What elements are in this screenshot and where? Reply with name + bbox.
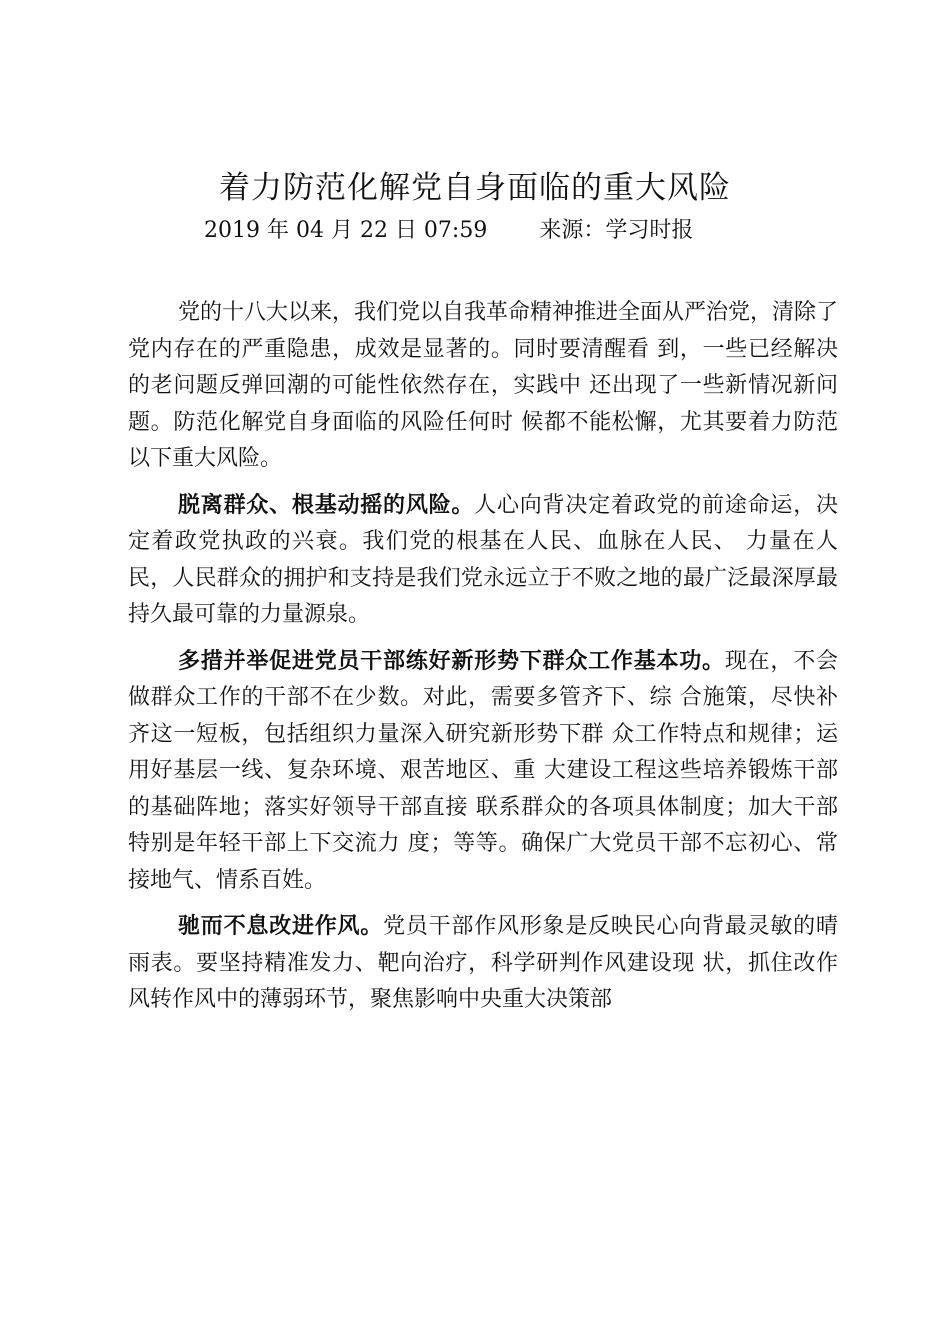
- paragraph-risk-detachment: [128, 488, 838, 634]
- paragraph-lead: 驰而不息改进作风。: [178, 914, 384, 939]
- paragraph-lead: 脱离群众、根基动摇的风险。: [178, 492, 475, 518]
- publish-date: 2019 年 04 月 22 日 07:59: [204, 218, 488, 243]
- paragraph-intro: [128, 295, 838, 478]
- paragraph-text: 党的十八大以来，我们党以自我革命精神推进全面从严治党，清除了党内存在的严重隐患，成效是显著的。同时要清醒看 到，一些已经解决的老问题反弹回潮的可能性依然存在，实践中 还出现了一些新情况新问题。防范化解党自身面临的风险任何时 候都不能松懈，尤其要着力防范以下重大风险。: [128, 300, 839, 471]
- article-title: 着力防范化解党自身面临的重大风险: [219, 170, 731, 206]
- paragraph-lead: 多措并举促进党员干部练好新形势下群众工作基本功。: [178, 648, 725, 674]
- article-body: [128, 295, 838, 1029]
- paragraph-text: 人心向背决定着政党的前途命运，决定着政党执政的兴衰。我们党的根基在人民、血脉在人民、 力量在人民，人民群众的拥护和支持是我们党永远立于不败之地的最广泛最深厚最持久最可靠的力量源泉。: [128, 492, 838, 627]
- paragraph-text: 党员干部作风形象是反映民心向背最灵敏的晴雨表。要坚持精准发力、靶向治疗，科学研判作风建设现 状，抓住改作风转作风中的薄弱环节，聚焦影响中央重大决策部: [128, 914, 838, 1012]
- article-meta: [204, 214, 804, 248]
- article-source: 来源：学习时报: [539, 218, 694, 243]
- paragraph-text: 现在，不会做群众工作的干部不在少数。对此，需要多管齐下、综 合施策，尽快补齐这一短板，包括组织力量深入研究新形势下群 众工作特点和规律；运用好基层一线、复杂环境、艰苦地区、重 大建设工程这些培养锻炼干部的基础阵地；落实好领导干部直接 联系群众的各项具体制度；加大干部特别是年轻干部上下交流力 度；等等。确保广大党员干部不忘初心、常接地气、情系百姓。: [128, 648, 838, 893]
- paragraph-mass-work: [128, 644, 838, 900]
- paragraph-work-style: [128, 909, 838, 1019]
